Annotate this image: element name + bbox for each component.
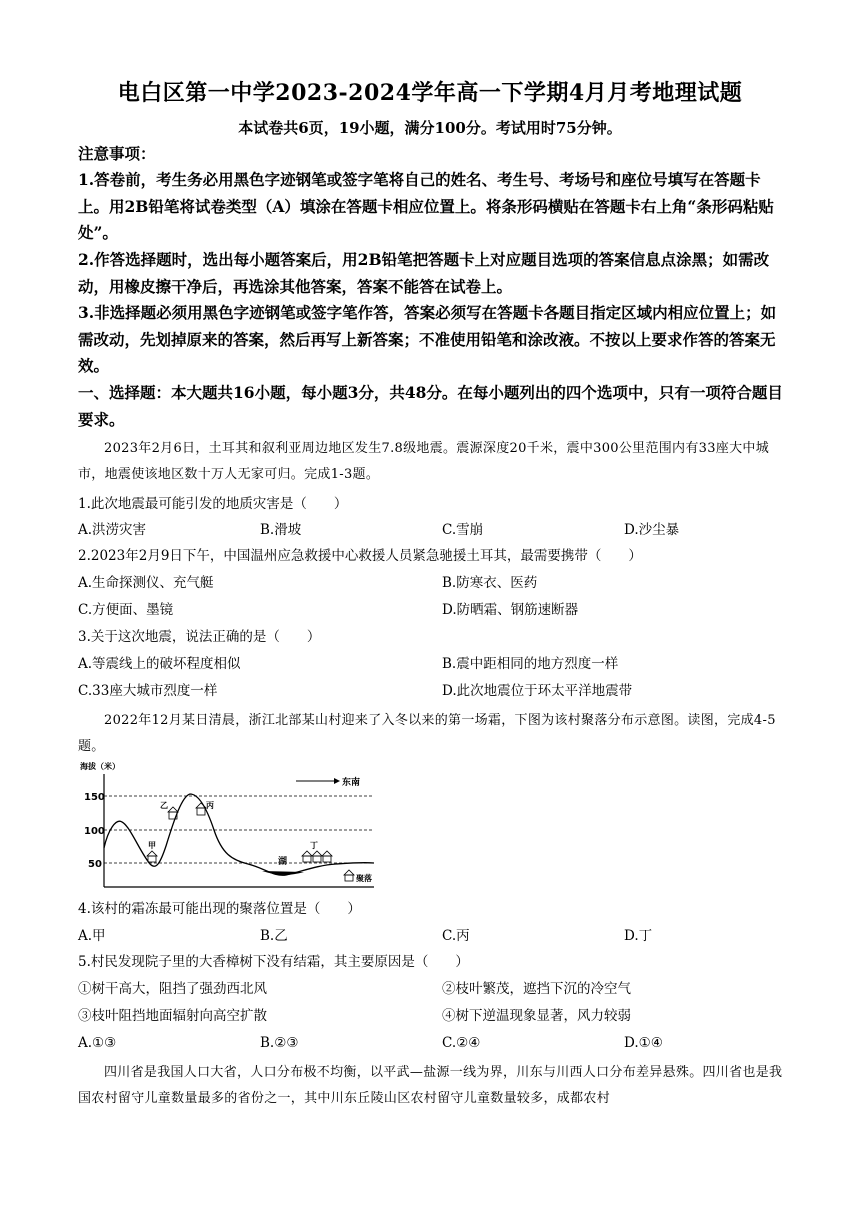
y-tick-100: 100: [84, 826, 105, 837]
q4-option-b: B.乙: [260, 928, 288, 944]
question-3: 3.关于这次地震，说法正确的是（ ）: [78, 629, 321, 645]
q2-option-d: D.防晒霜、钢筋速断器: [442, 602, 579, 618]
q3-option-c: C.33座大城市烈度一样: [78, 683, 218, 699]
settlement-profile-figure: [78, 760, 378, 892]
label-ding: 丁: [310, 841, 318, 850]
y-tick-150: 150: [84, 792, 105, 803]
q1-option-c: C.雪崩: [442, 522, 484, 538]
label-jia: 甲: [148, 841, 156, 850]
q4-option-a: A.甲: [78, 928, 106, 944]
q5-option-c: C.②④: [442, 1035, 481, 1051]
y-axis-label: 海拔（米）: [80, 762, 120, 771]
q1-option-b: B.滑坡: [260, 522, 302, 538]
q5-statement-2: ②枝叶繁茂，遮挡下沉的冷空气: [442, 981, 631, 997]
direction-label: 东南: [342, 778, 361, 788]
q5-option-a: A.①③: [78, 1035, 117, 1051]
passage-earthquake: 2023年2月6日，土耳其和叙利亚周边地区发生7.8级地震。震源深度20千米，震中300公里范围内有33座大中城市，地震使该地区数十万人无家可归。完成1-3题。: [78, 441, 769, 482]
settlement-bing-icon: [196, 803, 206, 815]
lake-label: 湖: [278, 857, 288, 867]
notice-item-2: 2.作答选择题时，选出每小题答案后，用2B铅笔把答题卡上对应题目选项的答案信息点涂黑；如需改动，用橡皮擦干净后，再选涂其他答案，答案不能答在试卷上。: [78, 250, 770, 296]
q4-option-c: C.丙: [442, 928, 470, 944]
q5-option-b: B.②③: [260, 1035, 299, 1051]
legend-label: 聚落: [356, 874, 372, 883]
question-2: 2.2023年2月9日下午，中国温州应急救援中心救援人员紧急驰援土耳其，最需要携带（ ）: [78, 548, 642, 564]
passage-sichuan: 四川省是我国人口大省，人口分布极不均衡，以平武—盐源一线为界，川东与川西人口分布差异悬殊。四川省也是我国农村留守儿童数量最多的省份之一，其中川东丘陵山区农村留守儿童数量较多，成都农村: [78, 1065, 783, 1106]
label-bing: 丙: [206, 801, 214, 810]
question-1: 1.此次地震最可能引发的地质灾害是（ ）: [78, 496, 348, 512]
page-title: 电白区第一中学2023-2024学年高一下学期4月月考地理试题: [117, 80, 743, 106]
notice-item-1: 1.答卷前，考生务必用黑色字迹钢笔或签字笔将自己的姓名、考生号、考场号和座位号填写在答题卡上。用2B铅笔将试卷类型（A）填涂在答题卡相应位置上。将条形码横贴在答题卡右上角“条形码粘贴处”。: [78, 170, 774, 242]
q4-option-d: D.丁: [624, 928, 653, 944]
q1-option-a: A.洪涝灾害: [78, 522, 147, 538]
q2-option-a: A.生命探测仪、充气艇: [78, 575, 214, 591]
q1-option-d: D.沙尘暴: [624, 522, 680, 538]
q2-option-b: B.防寒衣、医药: [442, 575, 538, 591]
q5-option-d: D.①④: [624, 1035, 663, 1051]
q3-option-d: D.此次地震位于环太平洋地震带: [442, 683, 633, 699]
exam-subtitle: 本试卷共6页，19小题，满分100分。考试用时75分钟。: [238, 119, 622, 137]
section-heading: 一、选择题：本大题共16小题，每小题3分，共48分。在每小题列出的四个选项中，只有一项符合题目要求。: [78, 383, 783, 429]
settlement-jia-icon: [147, 851, 157, 862]
label-yi: 乙: [160, 801, 168, 810]
question-5: 5.村民发现院子里的大香樟树下没有结霜，其主要原因是（ ）: [78, 954, 469, 970]
question-4: 4.该村的霜冻最可能出现的聚落位置是（ ）: [78, 901, 361, 917]
q5-statement-4: ④树下逆温现象显著，风力较弱: [442, 1008, 631, 1024]
notice-item-3: 3.非选择题必须用黑色字迹钢笔或签字笔作答，答案必须写在答题卡各题目指定区域内相应位置上；如需改动，先划掉原来的答案，然后再写上新答案；不准使用铅笔和涂改液。不按以上要求作答的答案无效。: [78, 303, 777, 375]
q2-option-c: C.方便面、墨镜: [78, 602, 174, 618]
settlement-ding-icon: [302, 851, 332, 862]
notice-heading: 注意事项：: [78, 144, 156, 163]
q5-statement-1: ①树干高大，阻挡了强劲西北风: [78, 981, 267, 997]
q3-option-b: B.震中距相同的地方烈度一样: [442, 656, 619, 672]
q3-option-a: A.等震线上的破坏程度相似: [78, 656, 241, 672]
legend-settlement-icon: [344, 870, 354, 881]
q5-statement-3: ③枝叶阻挡地面辐射向高空扩散: [78, 1008, 267, 1024]
y-tick-50: 50: [88, 859, 102, 870]
passage-frost: 2022年12月某日清晨，浙江北部某山村迎来了入冬以来的第一场霜，下图为该村聚落分布示意图。读图，完成4-5题。: [78, 713, 776, 754]
